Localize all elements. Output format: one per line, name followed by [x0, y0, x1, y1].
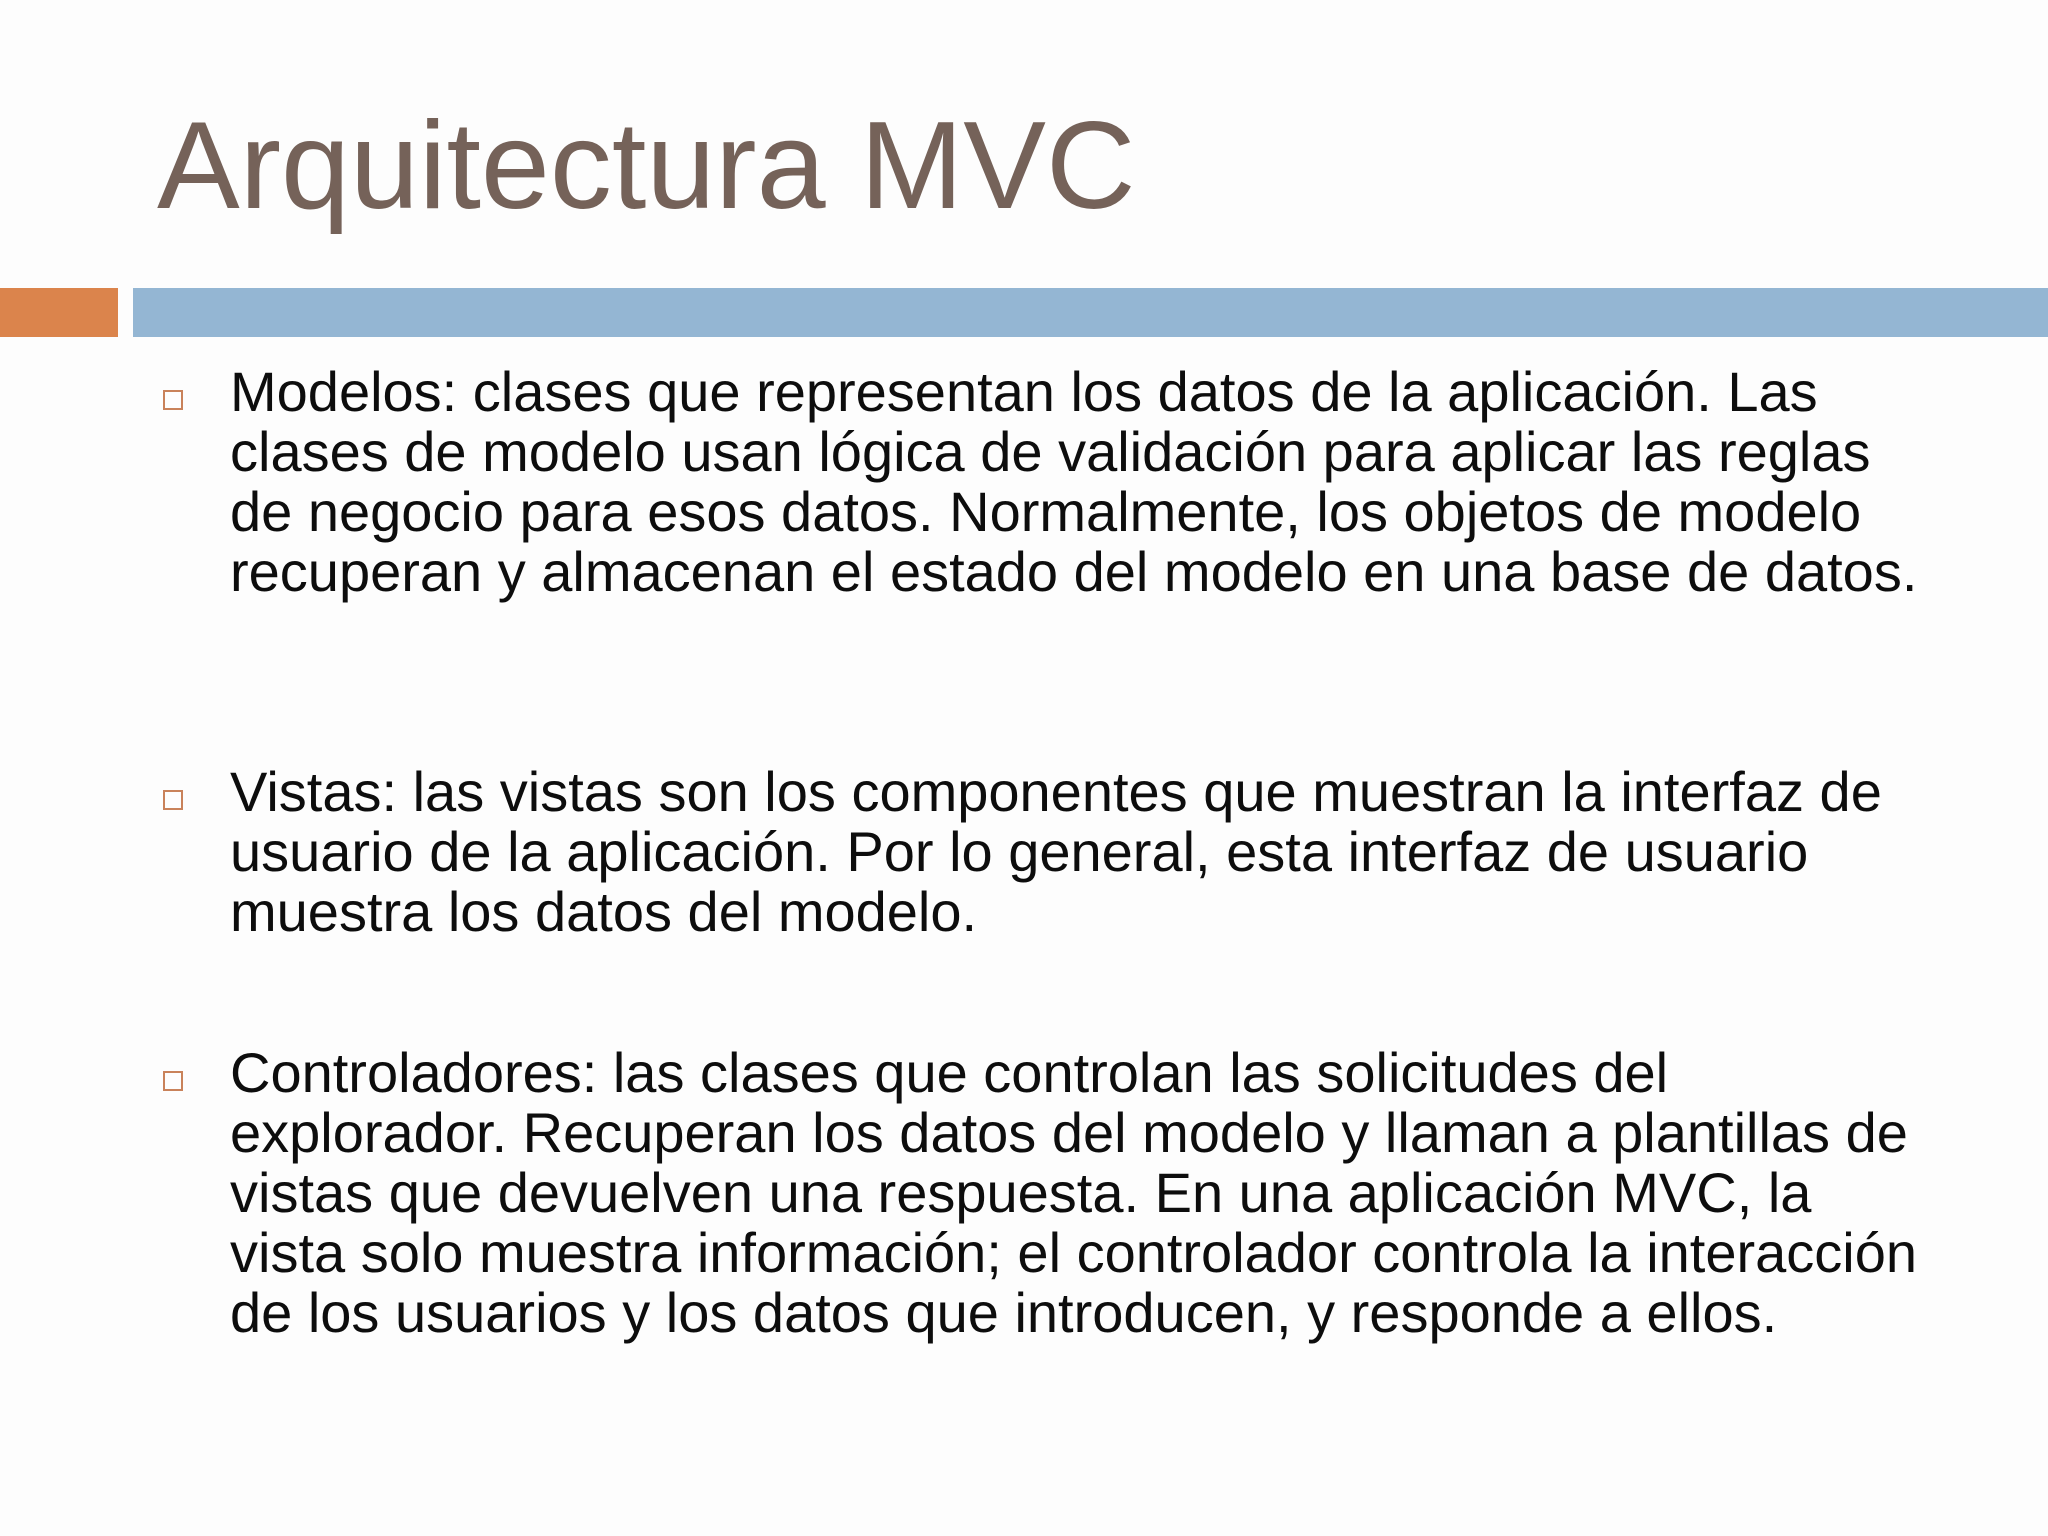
accent-bar-orange: [0, 288, 118, 337]
square-bullet-icon: [163, 390, 183, 410]
bullet-text: Modelos: clases que representan los datos de la aplicación. Las clases de modelo usan lógica de validación para aplicar las reglas de negocio para esos datos. Normalmente, los objetos de modelo recuperan y almacenan el estado del modelo en una base de datos.: [230, 360, 1918, 603]
slide-title: Arquitectura MVC: [157, 97, 1136, 235]
square-bullet-icon: [163, 1071, 183, 1091]
square-bullet-icon: [163, 790, 183, 810]
bullet-text: Controladores: las clases que controlan las solicitudes del explorador. Recuperan los datos del modelo y llaman a plantillas de vistas que devuelven una respuesta. En una aplicación MVC, la vista solo muestra información; el controlador controla la interacción de los usuarios y los datos que introducen, y responde a ellos.: [230, 1041, 1918, 1344]
bullet-text: Vistas: las vistas son los componentes que muestran la interfaz de usuario de la aplicación. Por lo general, esta interfaz de usuario muestra los datos del modelo.: [230, 760, 1882, 943]
accent-bar-blue: [133, 288, 2048, 337]
